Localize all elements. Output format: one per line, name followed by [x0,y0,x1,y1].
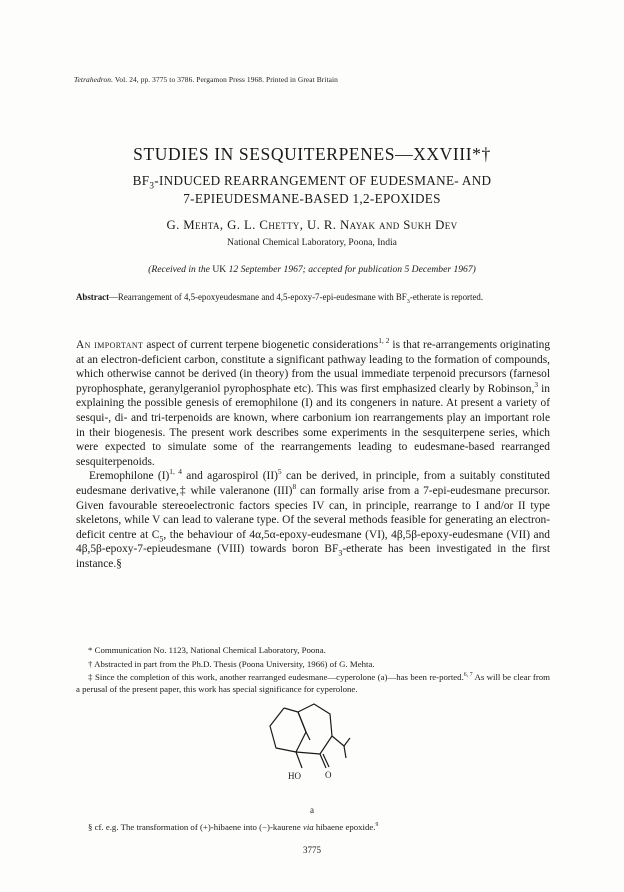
p1-text: aspect of current terpene biogenetic considerations [143,339,379,351]
structure-label: a [310,805,314,815]
hydroxyl-label: HO [288,771,301,781]
p2-text: can be derived, in principle, from a suitably constituted eudesmane derivative,‡ while valeranone (III) [76,470,550,497]
article-subtitle [0,172,624,208]
p2-text: and agarospirol (II) [181,470,278,483]
isopropenyl-bond [332,736,344,746]
affiliation: National Chemical Laboratory, Poona, India [227,237,397,248]
article-title: STUDIES IN SESQUITERPENES—XXVIII*† [133,144,491,164]
ring-five [270,708,306,752]
citation: 9 [375,822,379,829]
citation: 1, 2 [378,336,390,346]
p1-lead: An important [76,339,144,351]
p2-text: , the behaviour of 4α,5α-epoxy-eudesmane (VI), 4β,5β-epoxy-eudesmane (VII) and 4β,5β-epoxy-7-epieudesmane (VIII) towards boron BF [76,528,550,556]
abstract-text: —Rearrangement of 4,5-epoxyeudesmane and 4,5-epoxy-7-epi-eudesmane with BF [109,292,407,302]
p1-text: is that re-arrangements originating at an electron-deficient carbon, constitute a significant pathway leading to the formation of compounds, which otherwise cannot be derived (in theory) from the usual immediate terpenoid precursors (farnesol pyrophosphate, geranylgeraniol pyrophosphate etc). This was first emphasized clearly by Robinson, [76,339,551,395]
footnote-section-text: § cf. e.g. The transformation of (+)-hibaene into (−)-kaurene [88,822,303,832]
footnote-section [88,822,558,832]
footnote-section-text-end: hibaene epoxide. [313,822,376,832]
authors: G. Mehta, G. L. Chetty, U. R. Nayak and Sukh Dev [166,218,458,232]
paragraph-2 [76,469,550,571]
footnote-text: As will be clear from a perusal of the present paper, this work has special significance for cyperolone. [76,672,550,694]
subtitle-line-2: 7-EPIEUDESMANE-BASED 1,2-EPOXIDES [183,191,441,206]
subtitle-rest: -INDUCED REARRANGEMENT OF EUDESMANE- AND [154,173,492,188]
citation: 6, 7 [463,672,473,679]
received-uk: UK [212,264,227,275]
footnote-via: via [302,822,314,832]
citation: 3 [534,379,539,389]
subscript: 5 [159,534,164,543]
cyperolone-structure [262,702,352,800]
abstract-text-end: -etherate is reported. [409,292,484,302]
subtitle-bf: BF [132,173,150,188]
footnote-dagger: † Abstracted in part from the Ph.D. Thesis (Poona University, 1966) of G. Mehta. [88,658,375,669]
abstract-sub: 3 [406,297,410,305]
subtitle-line-1 [0,172,624,190]
footnotes [76,645,550,697]
p1-text: in explaining the possible genesis of eremophilone (I) and its congeners in nature. At present a variety of sesqui-, di- and tri-terpenoids are known, where carbonium ion rearrangements play an important role in their biogenesis. The present work describes some experiments in the sesquiterpene series, which were expected to simulate some of the rearrangements leading to eudesmane-based rearranged sesquiterpenoids. [76,382,550,468]
received-rest: 12 September 1967; accepted for publication 5 December 1967) [226,264,476,275]
footnote-double-dagger [76,672,550,695]
p2-text: -etherate has been investigated in the first instance.§ [76,543,550,570]
carbonyl-bond [320,754,326,768]
received-dates [0,264,624,275]
ring-six [296,704,332,754]
abstract [76,292,550,304]
running-head [74,75,338,84]
subscript: 3 [338,548,343,558]
abstract-label: Abstract [76,292,110,302]
citation: 1, 4 [169,467,182,477]
footnote-star: * Communication No. 1123, National Chemical Laboratory, Poona. [88,645,326,655]
citation: 8 [292,482,297,492]
p2-text: Eremophilone (I) [89,470,170,483]
paragraph-1 [76,338,550,469]
subtitle-sub: 3 [149,180,155,191]
journal-details: Vol. 24, pp. 3775 to 3786. Pergamon Press 1968. Printed in Great Britain [114,75,338,84]
citation: 5 [277,467,282,477]
journal-name: Tetrahedron. [74,75,114,84]
methyl-bond [306,732,310,740]
hydroxyl-bond [296,752,302,768]
body-text [76,338,550,572]
footnote-text: ‡ Since the completion of this work, another rearranged eudesmane—cyperolone (a)—has been re-ported. [88,672,464,683]
p2-text: can formally arise from a 7-epi-eudesmane precursor. Given favourable stereoelectronic factors species IV can, in principle, rearrange to I and/or II type skeletons, while V can lead to valerane type. Of the several methods feasible for generating an electron-deficit centre at C [76,484,550,541]
carbonyl-bond-2 [323,754,329,767]
page-number: 3775 [303,845,321,855]
isopropenyl-methyl [344,738,350,746]
isopropenyl-methyl-2 [344,746,346,758]
received-pre: (Received in the [148,264,213,275]
oxygen-label: O [325,770,332,780]
